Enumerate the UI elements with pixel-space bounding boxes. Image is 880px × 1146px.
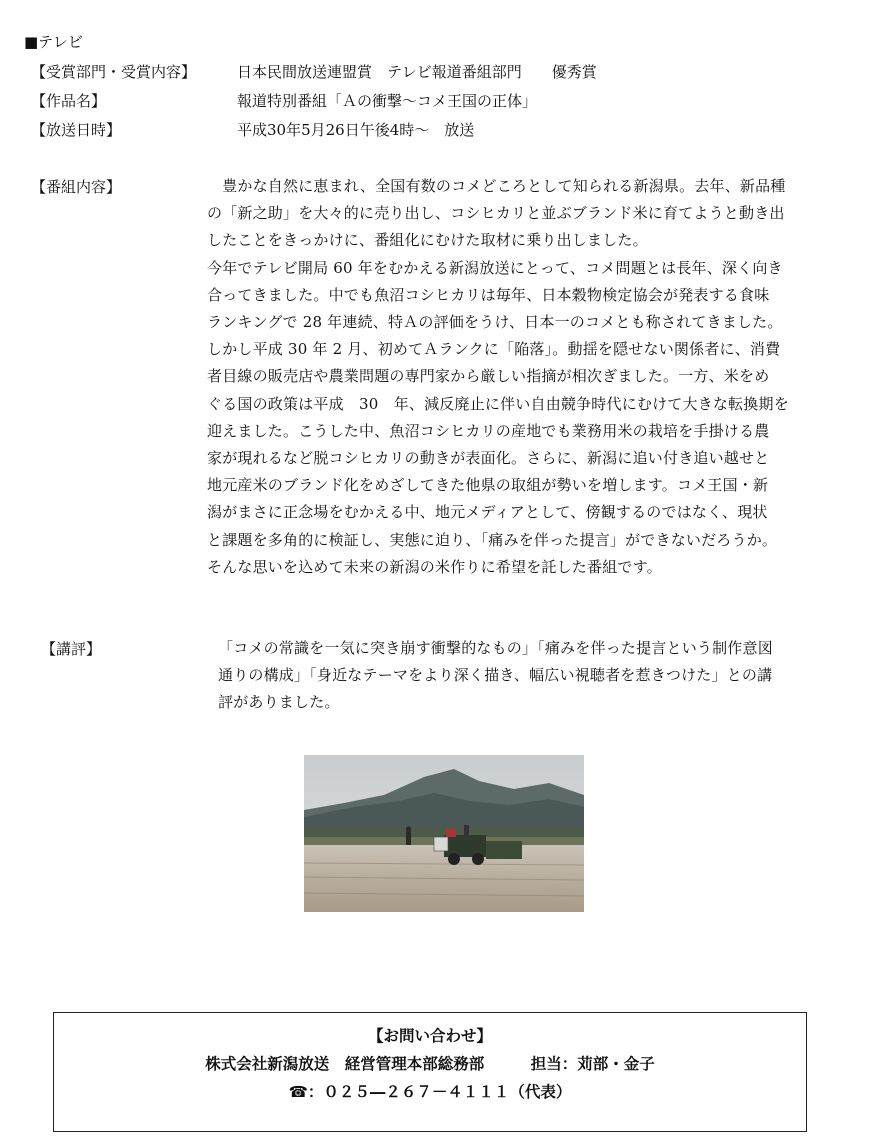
content-line: 合ってきました。中でも魚沼コシヒカリは毎年、日本穀物検定協会が発表する食味 [207, 285, 770, 304]
contact-phone-line [54, 1080, 806, 1102]
content-line: 者目線の販売店や農業問題の専門家から厳しい指摘が相次ぎました。一方、米をめ [207, 367, 770, 386]
content-line: ランキングで 28 年連続、特Ａの評価をうけ、日本一のコメとも称されてきました。 [207, 313, 783, 332]
category-heading: ■テレビ [24, 33, 83, 51]
contact-heading: 【お問い合わせ】 [367, 1027, 492, 1045]
contact-company-line: 株式会社新潟放送 経営管理本部総務部 担当：苅部・金子 [205, 1055, 655, 1073]
review-paragraph [218, 635, 868, 717]
broadcast-label: 【放送日時】 [31, 121, 122, 139]
award-value: 日本民間放送連盟賞 テレビ報道番組部門 優秀賞 [237, 63, 597, 81]
review-line: 「コメの常識を一気に突き崩す衝撃的なもの」「痛みを伴った提言という制作意図 [218, 639, 773, 657]
content-line: と課題を多角的に検証し、実態に迫り、「痛みを伴った提言」ができないだろうか。 [207, 530, 778, 549]
content-line: ぐる国の政策は平成 30 年、減反廃止に伴い自由競争時代にむけて大きな転換期を [207, 394, 789, 413]
review-label: 【講評】 [41, 640, 102, 658]
review-line: 通りの構成」「身近なテーマをより深く描き、幅広い視聴者を惹きつけた」との講 [218, 666, 773, 685]
contact-phone-number: ：０２５―２６７－４１１１（代表） [307, 1083, 572, 1101]
content-paragraph [207, 173, 867, 581]
content-line: 地元産米のブランド化をめざしてきた他県の取組が勢いを増します。コメ王国・新 [207, 476, 769, 495]
content-line: 迎えました。こうした中、魚沼コシヒカリの産地でも業務用米の栽培を手掛ける農 [207, 421, 770, 440]
contact-box [53, 1012, 807, 1132]
content-line: しかし平成 30 年 2 月、初めてＡランクに「陥落」。動揺を隠せない関係者に、消費 [207, 340, 781, 359]
title-value: 報道特別番組「Ａの衝撃～コメ王国の正体」 [237, 92, 538, 110]
content-label: 【番組内容】 [31, 178, 122, 196]
award-label: 【受賞部門・受賞内容】 [31, 63, 197, 81]
content-line: 今年でテレビ開局 60 年をむかえる新潟放送にとって、コメ問題とは長年、深く向き [207, 258, 783, 277]
review-line: 評がありました。 [218, 693, 340, 712]
content-line: の「新之助」を大々的に売り出し、コシヒカリと並ぶブランド米に育てようと動き出 [207, 204, 785, 223]
telephone-icon: ☎ [288, 1083, 308, 1101]
content-line: 家が現れるなど脱コシヒカリの動きが表面化。さらに、新潟に追い付き追い越せと [207, 449, 770, 468]
rice-field-photo [304, 755, 584, 912]
title-label: 【作品名】 [31, 92, 107, 110]
content-line: そんな思いを込めて未来の新潟の米作りに希望を託した番組です。 [207, 557, 662, 576]
content-line: 潟がまさに正念場をむかえる中、地元メディアとして、傍観するのではなく、現状 [207, 503, 768, 522]
content-line: 豊かな自然に恵まれ、全国有数のコメどころとして知られる新潟県。去年、新品種 [207, 177, 786, 195]
broadcast-value: 平成30年5月26日午後4時～ 放送 [237, 121, 475, 139]
content-line: したことをきっかけに、番組化にむけた取材に乗り出しました。 [207, 231, 648, 250]
